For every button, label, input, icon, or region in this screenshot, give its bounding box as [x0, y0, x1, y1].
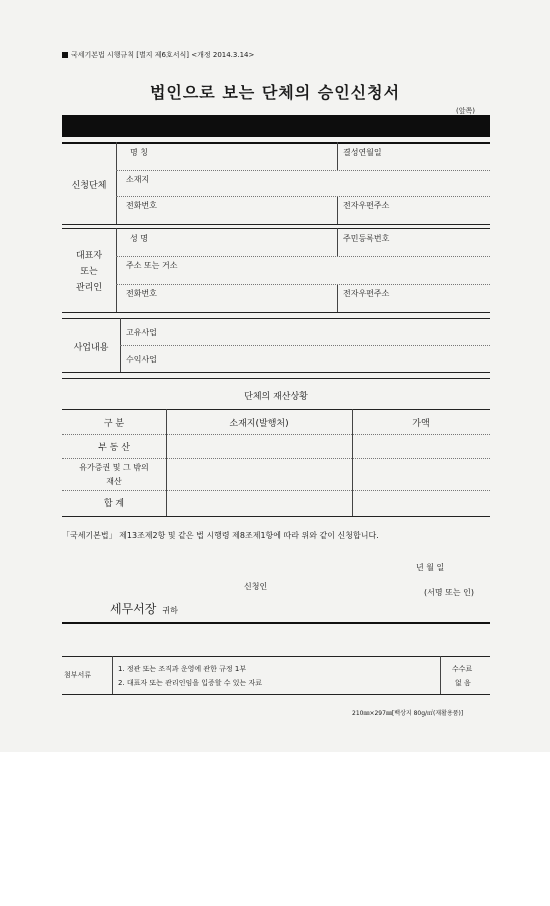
date-line: 년 월 일 [416, 563, 445, 572]
org-address-label: 소재지 [126, 175, 150, 184]
rule [62, 694, 490, 695]
rule [116, 284, 490, 285]
representative-label-2: 또는 [80, 267, 98, 277]
org-name-label: 명 칭 [130, 148, 148, 157]
business-section-label: 사업내용 [73, 343, 109, 353]
rule [62, 490, 490, 491]
profit-business-label: 수익사업 [126, 355, 157, 364]
org-email-label: 전자우편주소 [343, 201, 390, 210]
declaration-text: 「국세기본법」 제13조제2항 및 같은 법 시행령 제8조제1항에 따라 위와 같이 신청합니다. [62, 531, 379, 540]
page-side-label: (앞쪽) [456, 107, 475, 115]
asset-row-real-estate: 부 동 산 [98, 443, 130, 453]
asset-type-header: 구 분 [103, 419, 125, 429]
proper-business-label: 고유사업 [126, 328, 157, 337]
rule [62, 142, 490, 144]
asset-row-total: 합 계 [103, 499, 125, 509]
attachment-item-1: 1. 정관 또는 조직과 운영에 관한 규정 1부 [118, 665, 247, 673]
asset-location-header: 소재지(발행처) [229, 419, 289, 429]
form-title: 법인으로 보는 단체의 승인신청서 [149, 83, 401, 102]
asset-row-securities: 유가증권 및 그 밖의 [79, 463, 149, 472]
tax-office-addressee [110, 600, 178, 617]
receipt-bar [62, 115, 490, 137]
rule [116, 170, 490, 171]
form-identifier-text: 국세기본법 시행규칙 [별지 제6호서식] <개정 2014.3.14> [71, 51, 255, 59]
rule [62, 516, 490, 517]
rep-name-label: 성 명 [130, 234, 148, 243]
applicant-sign-label: 신청인 [244, 582, 268, 591]
rule [62, 224, 490, 225]
rule [62, 228, 490, 229]
rule [62, 372, 490, 373]
asset-row-securities-2: 재산 [106, 477, 122, 486]
rule [116, 196, 490, 197]
attachments-label: 첨부서류 [64, 671, 92, 679]
sign-hint: (서명 또는 인) [424, 588, 474, 597]
org-phone-label: 전화번호 [126, 201, 157, 210]
rule [62, 656, 490, 657]
fee-value: 없 음 [455, 679, 471, 687]
fee-label: 수수료 [452, 665, 473, 673]
rep-email-label: 전자우편주소 [343, 289, 390, 298]
assets-heading: 단체의 재산상황 [244, 392, 308, 402]
rule [62, 312, 490, 313]
rep-phone-label: 전화번호 [126, 289, 157, 298]
rule [62, 458, 490, 459]
rule [62, 378, 490, 379]
office-name: 세무서장 [110, 602, 157, 616]
established-date-label: 결성연월일 [343, 148, 382, 157]
representative-label-1: 대표자 [75, 251, 103, 261]
rule [62, 409, 490, 410]
square-bullet-icon [62, 52, 68, 58]
column-divider [440, 656, 441, 694]
column-divider [116, 228, 117, 312]
office-suffix: 귀하 [162, 606, 178, 615]
column-divider [337, 196, 338, 224]
column-divider [337, 284, 338, 312]
column-divider [337, 228, 338, 256]
asset-value-header: 가액 [412, 419, 430, 429]
rep-rrn-label: 주민등록번호 [343, 234, 390, 243]
column-divider [337, 142, 338, 170]
column-divider [116, 142, 117, 224]
rule [120, 345, 490, 346]
paper-spec: 210㎜×297㎜[백상지 80g/㎡(재활용품)] [352, 710, 464, 717]
applicant-section-label: 신청단체 [71, 181, 107, 191]
rule [116, 256, 490, 257]
column-divider [112, 656, 113, 694]
rep-address-label: 주소 또는 거소 [126, 261, 178, 270]
rule [62, 622, 490, 624]
rule [62, 434, 490, 435]
attachment-item-2: 2. 대표자 또는 관리인임을 입증할 수 있는 자료 [118, 679, 262, 687]
rule [62, 318, 490, 319]
representative-label-3: 관리인 [75, 283, 103, 293]
form-identifier [62, 50, 254, 60]
